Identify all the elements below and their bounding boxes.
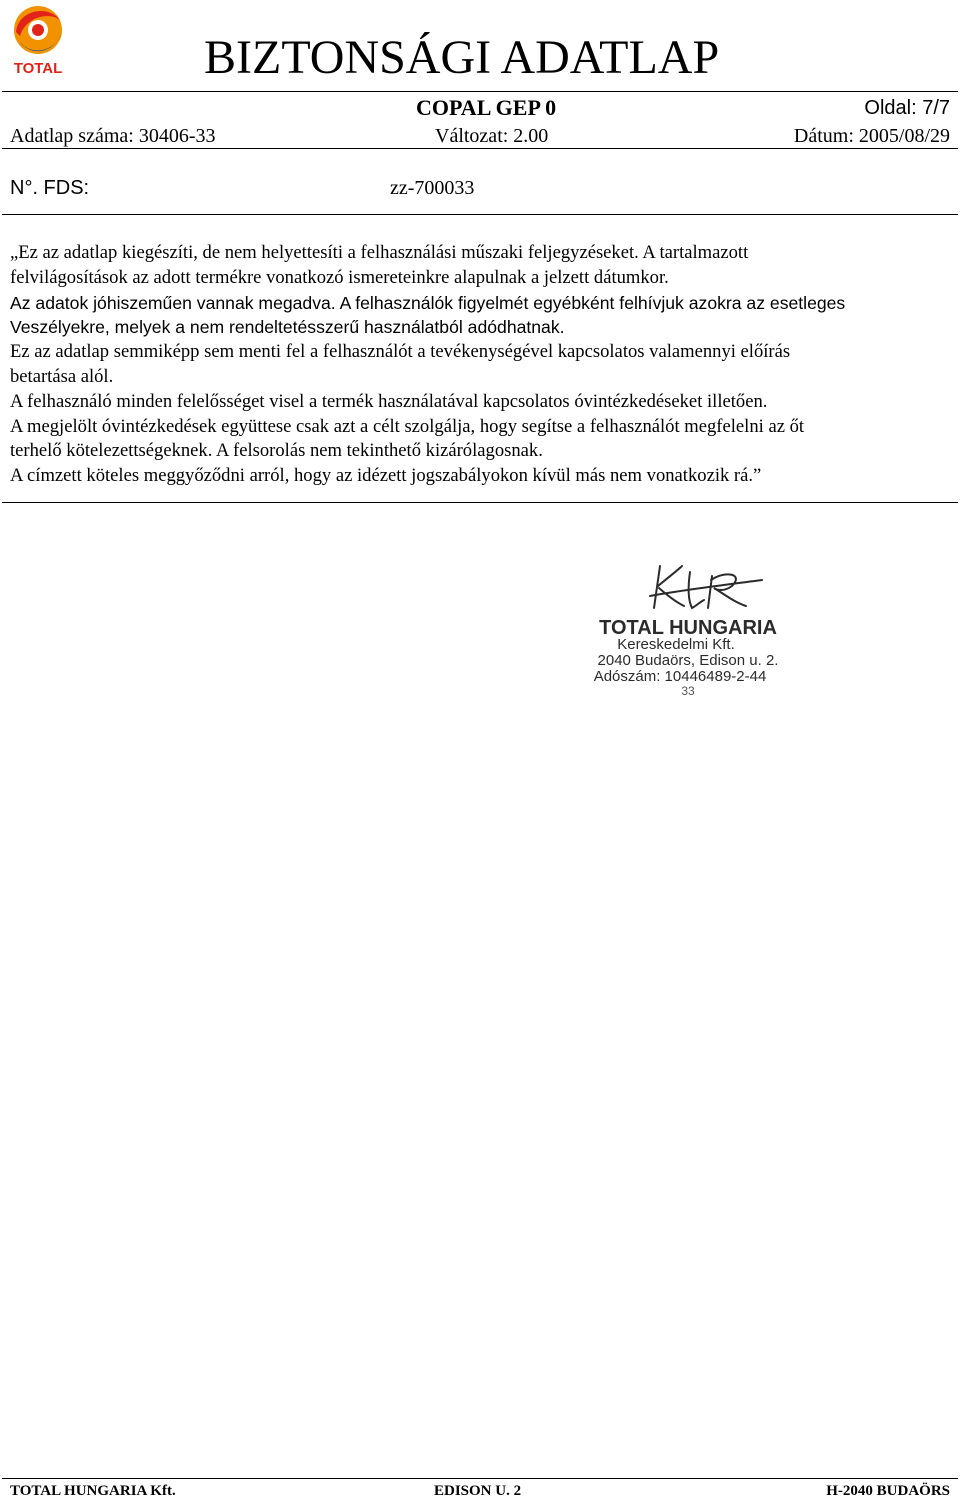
signature (650, 566, 762, 608)
text-line: Veszélyekre, melyek a nem rendeltetésszerű használatból adódhatnak. (10, 317, 565, 338)
stamp-subtitle: Kereskedelmi Kft. (617, 636, 735, 653)
text-line: Az adatok jóhiszeműen vannak megadva. A felhasználók figyelmét egyébként felhívjuk azokra az esetleges (10, 292, 846, 313)
page-number: Oldal: 7/7 (864, 97, 950, 119)
disclaimer-text (10, 241, 954, 489)
stamp-company: TOTAL HUNGARIA (599, 617, 777, 639)
sheet-number: Adatlap száma: 30406-33 (10, 125, 216, 147)
version: Változat: 2.00 (435, 125, 549, 147)
company-stamp (562, 556, 816, 700)
text-line: terhelő kötelezettségeknek. A felsorolás nem tekinthető kizárólagosnak. (10, 440, 543, 462)
text-line: „Ez az adatlap kiegészíti, de nem helyettesíti a felhasználási műszaki feljegyzéseket. A tartalmazott (10, 242, 749, 263)
fds-label: N°. FDS: (10, 177, 90, 199)
text-line: A felhasználó minden felelősséget visel a termék használatával kapcsolatos óvintézkedéseket illetően. (10, 390, 768, 412)
stamp-address: 2040 Budaörs, Edison u. 2. (597, 652, 779, 669)
meta-divider (2, 148, 958, 149)
product-name: COPAL GEP 0 (416, 95, 557, 120)
fds-divider (2, 214, 958, 215)
text-line: Ez az adatlap semmiképp sem menti fel a felhasználót a tevékenységével kapcsolatos valamennyi előírás (10, 341, 791, 363)
total-logo (4, 2, 72, 76)
footer-street: EDISON U. 2 (434, 1483, 522, 1499)
text-line: A címzett köteles meggyőződni arról, hogy az idézett jogszabályokon kívül más nem vonatkozik rá.” (10, 465, 762, 487)
text-line: betartása alól. (10, 365, 114, 387)
text-line: felvilágosítások az adott termékre vonatkozó ismereteinkre alapulnak a jelzett dátumkor. (10, 266, 669, 288)
fds-value: zz-700033 (390, 177, 475, 199)
header-divider (2, 91, 958, 92)
stamp-extra: 33 (681, 684, 695, 698)
stamp-tax-id: Adószám: 10446489-2-44 (593, 668, 767, 685)
footer-city: H-2040 BUDAÖRS (826, 1483, 950, 1499)
footer-divider (2, 1478, 958, 1479)
document-title: BIZTONSÁGI ADATLAP (204, 31, 720, 84)
footer-company: TOTAL HUNGARIA Kft. (10, 1483, 176, 1499)
logo-text: TOTAL (13, 60, 63, 76)
date: Dátum: 2005/08/29 (793, 125, 950, 147)
body-divider (2, 502, 958, 503)
text-line: A megjelölt óvintézkedések együttese csak azt a célt szolgálja, hogy segítse a felhasználót megfelelni az őt (10, 415, 805, 437)
total-logo-mark (14, 6, 62, 54)
